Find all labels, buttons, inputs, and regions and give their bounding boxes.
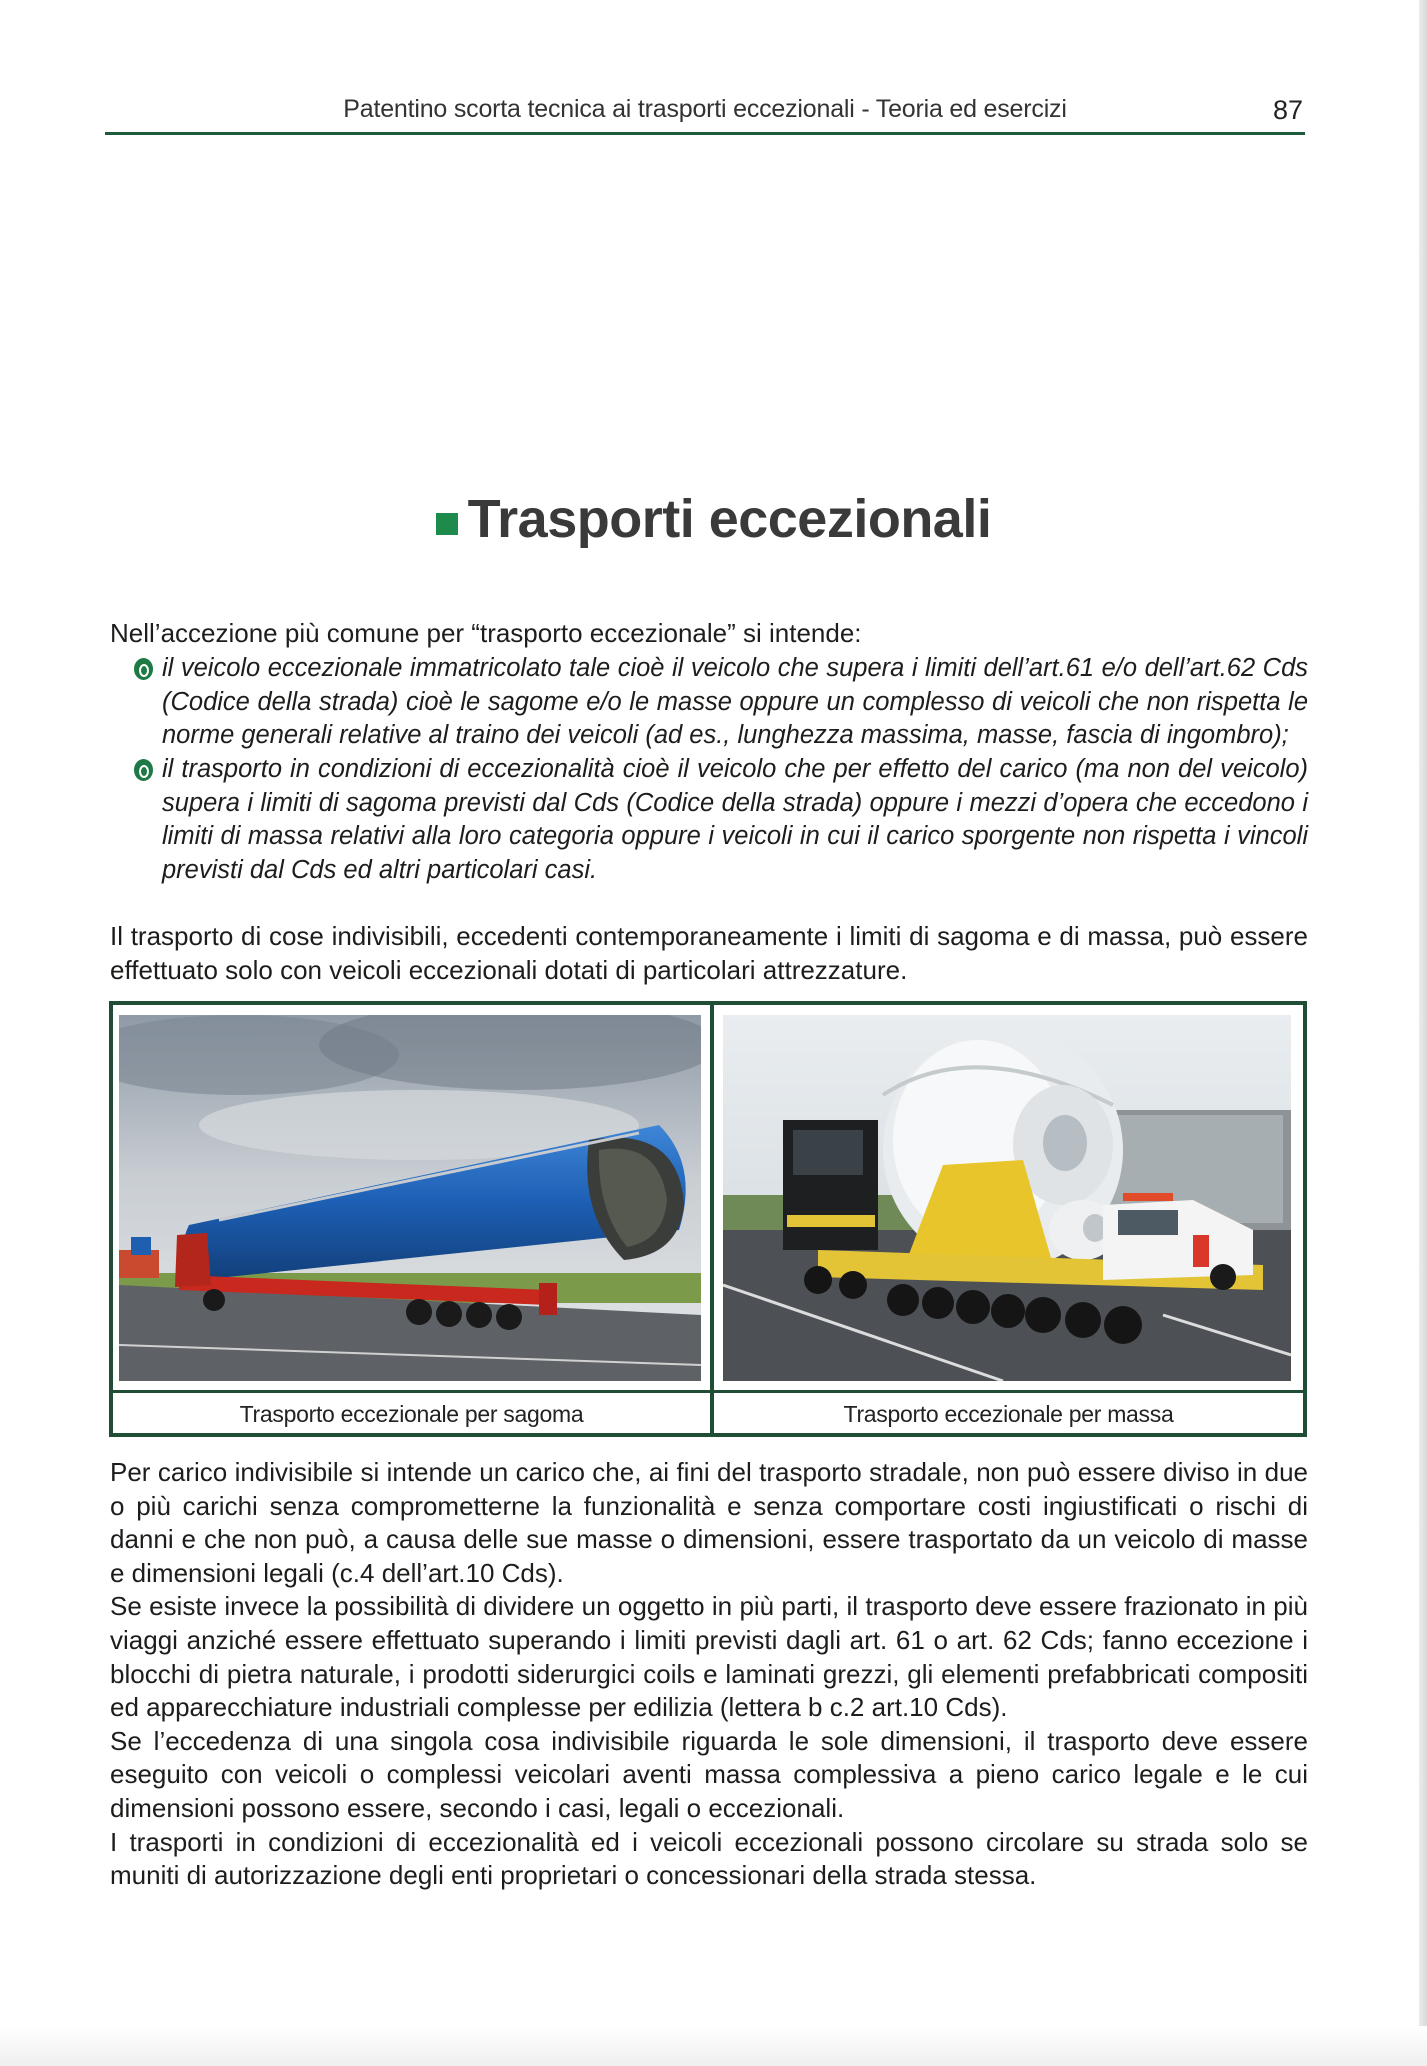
tire-bullet-icon bbox=[134, 658, 153, 680]
tire-bullet-icon bbox=[134, 759, 153, 781]
caption-rule bbox=[113, 1390, 1303, 1393]
page-edge-shadow bbox=[1419, 0, 1427, 2066]
photo-oversize-load bbox=[119, 1015, 701, 1381]
body-text-block bbox=[110, 1456, 1308, 1893]
section-heading bbox=[0, 488, 1427, 550]
oversize-truck-illustration bbox=[119, 1015, 701, 1381]
page-number: 87 bbox=[1272, 95, 1303, 125]
body-paragraph: Se esiste invece la possibilità di dividere un oggetto in più parti, il trasporto deve essere frazionato in più viaggi anziché essere effettuato superando i limiti previsti dagli art. 61 o art. 62 Cds; fanno eccezione i blocchi di pietra naturale, i prodotti siderurgici coils e laminati grezzi, gli elementi prefabbricati compositi ed apparecchiature industriali complesse per edilizia (lettera b c.2 art.10 Cds). bbox=[110, 1591, 1308, 1723]
body-paragraph: Per carico indivisibile si intende un carico che, ai fini del trasporto stradale, non può essere diviso in due o più carichi senza comprometterne la funzionalità e senza comportare costi ingiustificati o rischi di danni e che non può, a causa delle sue masse o dimensioni, essere trasportato da un veicolo di masse e dimensioni legali (c.4 dell’art.10 Cds). bbox=[110, 1457, 1308, 1588]
heavy-truck-illustration bbox=[723, 1015, 1291, 1381]
bullet-text: il veicolo eccezionale immatricolato tale cioè il veicolo che supera i limiti dell’art.61 e/o dell’art.62 Cds (Codice della strada) cioè le sagome e/o le masse oppure un complesso di veicoli che non rispetta le norme generali relative al traino dei veicoli (ad es., lunghezza massima, masse, fascia di ingombro); bbox=[162, 654, 1308, 749]
figure-table bbox=[109, 1001, 1307, 1437]
paragraph-indivisible: Il trasporto di cose indivisibili, eccedenti contemporaneamente i limiti di sagoma e di massa, può essere effettuato solo con veicoli eccezionali dotati di particolari attrezzature. bbox=[110, 921, 1308, 985]
caption-left: Trasporto eccezionale per sagoma bbox=[239, 1401, 584, 1427]
section-title-text: Trasporti eccezionali bbox=[467, 489, 992, 549]
figure-divider bbox=[710, 1005, 714, 1433]
running-header bbox=[105, 92, 1305, 135]
caption-right: Trasporto eccezionale per massa bbox=[843, 1401, 1174, 1427]
photo-heavy-load bbox=[723, 1015, 1291, 1381]
page-bottom-shadow bbox=[0, 2026, 1427, 2066]
bullet-text: il trasporto in condizioni di eccezionalità cioè il veicolo che per effetto del carico (ma non del veicolo) supera i limiti di sagoma previsti dal Cds (Codice della strada) oppure i mezzi d’opera che eccedono i limiti di massa relativi alla loro categoria oppure i veicoli in cui il carico sporgente non rispetta i vincoli previsti dal Cds ed altri particolari casi. bbox=[162, 755, 1308, 884]
body-paragraph: I trasporti in condizioni di eccezionalità ed i veicoli eccezionali possono circolare su strada solo se muniti di autorizzazione degli enti proprietari o concessionari della strada stessa. bbox=[110, 1826, 1308, 1891]
running-title: Patentino scorta tecnica ai trasporti eccezionali - Teoria ed esercizi bbox=[343, 95, 1067, 123]
intro-sentence: Nell’accezione più comune per “trasporto eccezionale” si intende: bbox=[110, 618, 862, 648]
green-square-icon bbox=[436, 513, 458, 535]
body-paragraph: Se l’eccedenza di una singola cosa indivisibile riguarda le sole dimensioni, il trasporto deve essere eseguito con veicoli o complessi veicolari aventi massa complessiva a pieno carico legale e le cui dimensioni possono essere, secondo i casi, legali o eccezionali. bbox=[110, 1725, 1308, 1823]
